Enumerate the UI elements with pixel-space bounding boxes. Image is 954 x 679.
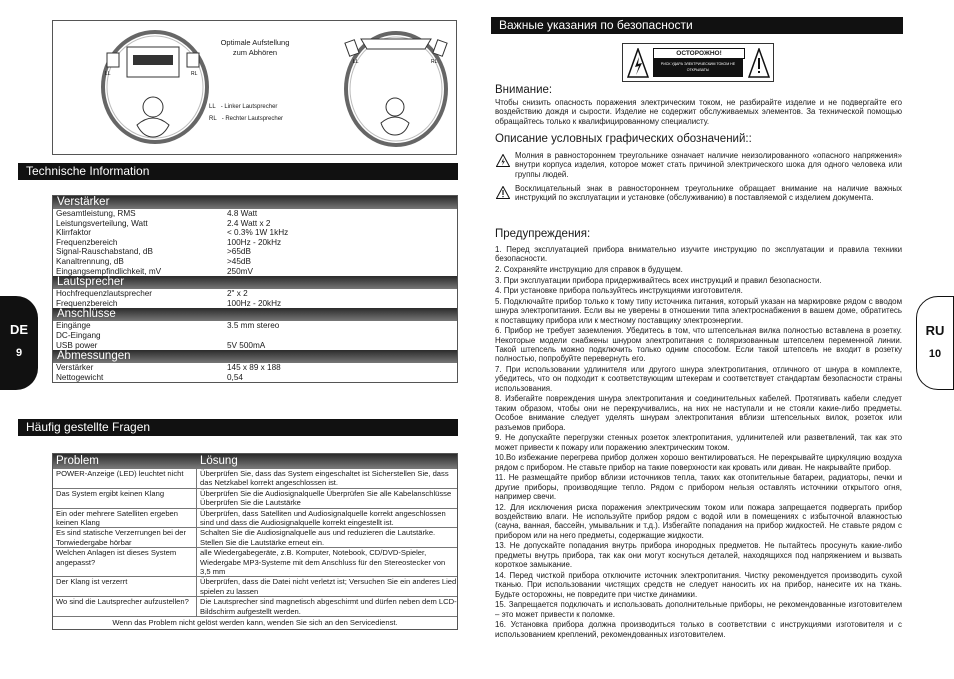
faq-solution: Überprüfen, dass die Datei nicht verletzt ist; Versuchen Sie ein anderes Lied spielen zu lassen bbox=[200, 577, 457, 596]
spec-key: USB power bbox=[56, 340, 98, 350]
symbols-heading: Описание условных графических обозначений:: bbox=[495, 133, 752, 145]
placement-caption bbox=[205, 38, 305, 58]
placement-illustration-left bbox=[93, 25, 213, 150]
faq-header-solution: Lösung bbox=[200, 455, 238, 467]
warnings-list bbox=[495, 245, 902, 640]
faq-row bbox=[53, 596, 457, 616]
faq-problem: Das System ergibt keinen Klang bbox=[53, 489, 197, 508]
diagram-rl-label: RL bbox=[191, 71, 198, 77]
spec-value: 4.8 Watt bbox=[227, 209, 258, 218]
spec-section-title: Anschlüsse bbox=[53, 308, 457, 321]
svg-text:RL: RL bbox=[431, 59, 438, 65]
spec-table bbox=[52, 195, 458, 383]
symbol-exclamation-text: Восклицательный знак в равностороннем треугольнике обращает внимание на наличие важных инструкций по эксплуатации и установке (обслуживанию) в поставляемой с изделием документа. bbox=[515, 184, 902, 203]
lightning-triangle-icon bbox=[496, 154, 510, 167]
warning-item: 15. Запрещается подключать и использовать дополнительные приборы, не рекомендованные изготовителем – это может привести к поломке. bbox=[495, 600, 902, 619]
tab-lang-ru: RU bbox=[925, 323, 945, 338]
spec-row bbox=[53, 299, 457, 309]
caption-line-2: zum Abhören bbox=[232, 48, 278, 57]
caution-label-box bbox=[622, 43, 774, 82]
spec-key: Gesamtleistung, RMS bbox=[56, 209, 136, 218]
svg-text:LL: LL bbox=[353, 59, 359, 65]
spec-key: Kanaltrennung, dB bbox=[56, 256, 124, 266]
warning-item: 4. При установке прибора пользуйтесь инструкциями изготовителя. bbox=[495, 286, 743, 296]
warning-item: 3. При эксплуатации прибора придерживайтесь всех инструкций и правил безопасности. bbox=[495, 275, 822, 285]
warning-item: 9. Не допускайте перегрузки стенных розеток электропитания, удлинителей или разветвлений, так как это может привести к пожару или поражению электрическим током. bbox=[495, 433, 902, 452]
tab-page-9: 9 bbox=[15, 347, 23, 359]
faq-row bbox=[53, 508, 457, 528]
spec-row bbox=[53, 363, 457, 373]
spec-row bbox=[53, 321, 457, 331]
warning-item: 8. Избегайте повреждения шнура электропитания и соединительных кабелей. Протягивать кабели следует таким образом, чтобы они не перекручивались, на них не наступали и не стояли какие-либо предметы. Особое внимание следует уделять шнурам электропитания вблизи штепсельных вилок, розеток или разъемов прибора. bbox=[495, 394, 902, 432]
faq-problem: Welchen Anlagen ist dieses System angepasst? bbox=[53, 548, 197, 576]
warning-item: 13. Не допускайте попадания внутрь прибора инородных предметов. Не пытайтесь просунуть какие-либо предметы внутрь прибора, так как они могут коснуться деталей, находящихся под напряжением и вызвать короткое замыкание. bbox=[495, 541, 902, 570]
warning-item: 1. Перед эксплуатацией прибора внимательно изучите инструкцию по эксплуатации и правила техники безопасности. bbox=[495, 245, 902, 264]
spec-row bbox=[53, 341, 457, 351]
spec-value: 0,54 bbox=[227, 372, 243, 382]
spec-row bbox=[53, 289, 457, 299]
warning-item: 14. Перед чисткой прибора отключите источник электропитания. Чистку рекомендуется производить сухой тканью. При использовании чистящих средств не следует наносить их на прибор, нанесите их на ткань. Будьте осторожны, не повредите при чистке динамики. bbox=[495, 570, 902, 599]
warning-item: 16. Установка прибора должна производиться только в соответствии с инструкциями изготовителя и с использованием креплений, рекомендованных изготовителем. bbox=[495, 620, 902, 639]
spec-key: Frequenzbereich bbox=[56, 237, 118, 247]
faq-problem: Wo sind die Lautsprecher aufzustellen? bbox=[53, 597, 197, 616]
faq-solution: Überprüfen Sie die Audiosignalquelle Überprüfen Sie alle Kabelanschlüsse Überprüfen Sie die Lautstärke bbox=[200, 488, 452, 508]
spec-key: DC-Eingang bbox=[56, 330, 101, 340]
spec-key: Leistungsverteilung, Watt bbox=[56, 218, 148, 228]
legend-code-rl: RL bbox=[209, 116, 217, 122]
warning-item: 2. Сохраняйте инструкцию для справок в будущем. bbox=[495, 265, 683, 274]
faq-solution: Überprüfen, dass Satelliten und Audiosignalquelle korrekt angeschlossen sind und dass die Audiosignalquelle korrekt eingestellt ist. bbox=[200, 508, 446, 528]
warning-item: 11. Не размещайте прибор вблизи источников тепла, таких как отопительные батареи, радиаторы, печки и другие приборы, производящие тепло. Рядом с прибором нельзя оставлять источники открытого огня, например свечи. bbox=[495, 473, 902, 502]
spec-key: Nettogewicht bbox=[56, 372, 104, 382]
spec-value: 250mV bbox=[227, 266, 253, 276]
spec-value: 5V 500mA bbox=[227, 340, 266, 350]
exclamation-triangle-icon bbox=[496, 186, 510, 199]
faq-solution: Schalten Sie die Audiosignalquelle aus und reduzieren die Lautstärke. Stellen Sie die Lautstärke erneut ein. bbox=[200, 528, 436, 547]
speaker-placement-diagram bbox=[52, 20, 457, 155]
spec-row bbox=[53, 257, 457, 267]
tab-page-10: 10 bbox=[928, 348, 942, 360]
spec-key: Verstärker bbox=[56, 363, 94, 373]
caption-line-1: Optimale Aufstellung bbox=[220, 38, 290, 47]
spec-value: 145 x 89 x 188 bbox=[227, 363, 281, 373]
faq-row bbox=[53, 547, 457, 576]
spec-row bbox=[53, 247, 457, 257]
tab-lang-de: DE bbox=[9, 322, 29, 337]
spec-value: 2" x 2 bbox=[227, 289, 248, 299]
spec-row bbox=[53, 219, 457, 229]
faq-row bbox=[53, 488, 457, 508]
faq-solution: Die Lautsprecher sind magnetisch abgeschirmt und dürfen neben dem LCD-Bildschirm aufgestellt werden. bbox=[200, 597, 457, 616]
symbol-lightning-text: Молния в равностороннем треугольнике означает наличие неизолированного «опасного напряжения» внутри корпуса изделия, которое может стать причиной электрического шока для одного человека или группы людей. bbox=[515, 151, 902, 179]
spec-key: Signal-Rauschabstand, dB bbox=[56, 247, 153, 257]
spec-row bbox=[53, 267, 457, 277]
placement-illustration-right bbox=[341, 25, 451, 150]
exclamation-warning-icon bbox=[748, 48, 770, 78]
spec-value: 3.5 mm stereo bbox=[227, 321, 280, 331]
faq-problem: Ein oder mehrere Satelliten ergeben keinen Klang bbox=[53, 509, 197, 528]
faq-header bbox=[53, 454, 457, 468]
spec-value: >65dB bbox=[227, 247, 251, 257]
spec-row bbox=[53, 373, 457, 383]
legend-code-ll: LL bbox=[209, 104, 216, 110]
faq-problem: POWER-Anzeige (LED) leuchtet nicht bbox=[53, 469, 197, 488]
faq-problem: Es sind statische Verzerrungen bei der Tonwiedergabe hörbar bbox=[53, 528, 197, 547]
warning-item: 7. При использовании удлинителя или другого шнура электропитания, отличного от шнура в комплекте, убедитесь, что он подходит к соответствующим штекерам и соответствует стандартам безопасности страны использования. bbox=[495, 365, 902, 393]
faq-solution: alle Wiedergabegeräte, z.B. Komputer, Notebook, CD/DVD-Spieler, Wiedergabe MP3-Systeme mit dem Anschluss für den Stereostecker von 3,5 mm bbox=[200, 548, 446, 577]
spec-key: Frequenzbereich bbox=[56, 298, 118, 308]
faq-row bbox=[53, 468, 457, 488]
spec-section-title: Lautsprecher bbox=[53, 276, 457, 289]
spec-key: Eingänge bbox=[56, 321, 91, 331]
page-tab-ru bbox=[916, 296, 954, 390]
speaker-legend bbox=[209, 101, 283, 125]
warning-item: 12. Для исключения риска поражения электрическим током или пожара запрещается подвергать прибор воздействию влаги. Не используйте прибор рядом с водой или в помещениях с избыточной влажностью (сауна, ванная, бассейн, умывальник и т.д.). Избегайте попадания на прибор жидкостей. Не ставьте рядом с прибором или на него предметы, содержащие жидкости. bbox=[495, 502, 902, 540]
spec-value: < 0.3% 1W 1kHz bbox=[227, 228, 289, 238]
warning-item: 5. Подключайте прибор только к тому типу источника питания, который указан на маркировке рядом с вводом шнура электропитания. Если вы не уверены в отношении типа электроснабжения в вашем доме, обратитесь к поставщику прибора или к местному поставщику электроэнергии. bbox=[495, 296, 902, 325]
attention-text: Чтобы снизить опасность поражения электрическим током, не разбирайте изделие и не подвергайте его воздействию дождя и сырости. Изделие не содержит обслуживаемых элементов. За технической помощью обращайтесь только к квалифицированному специалисту. bbox=[495, 98, 902, 126]
faq-header-problem: Problem bbox=[56, 455, 99, 467]
warning-item: 6. Прибор не требует заземления. Убедитесь в том, что штепсельная вилка полностью вставлена в розетку. Некоторые модели снабжены шнуром электропитания с поляризованным штепселем переменной линии. Такой штепсель можно подключить только одним способом. Если такой штепсель не входит в розетку полностью, попробуйте перевернуть его. bbox=[495, 326, 902, 364]
spec-key: Eingangsempfindlichkeit, mV bbox=[56, 266, 162, 276]
attention-heading: Внимание: bbox=[495, 84, 553, 96]
faq-solution: Überprüfen Sie, dass das System eingeschaltet ist Sicherstellen Sie, dass das Netzkabel korrekt angeschlossen ist. bbox=[200, 469, 449, 488]
spec-section-title: Verstärker bbox=[53, 196, 457, 209]
faq-row bbox=[53, 527, 457, 547]
faq-table bbox=[52, 453, 458, 630]
faq-problem: Der Klang ist verzerrt bbox=[53, 577, 197, 596]
spec-row bbox=[53, 209, 457, 219]
spec-value: 100Hz - 20kHz bbox=[227, 237, 282, 247]
faq-footer: Wenn das Problem nicht gelöst werden kann, wenden Sie sich an den Servicedienst. bbox=[53, 616, 457, 629]
tech-info-title: Technische Information bbox=[18, 163, 458, 180]
lightning-warning-icon bbox=[627, 48, 649, 78]
spec-value: >45dB bbox=[227, 256, 251, 266]
legend-text-ll: - Linker Lautsprecher bbox=[220, 104, 278, 110]
spec-section-title: Abmessungen bbox=[53, 350, 457, 363]
warning-item: 10.Во избежание перегрева прибор должен хорошо вентилироваться. Не перекрывайте циркуляцию воздуха рядом с прибором. Не ставьте прибор на такие поверхности как кровать или диван. Не накрывайте прибор. bbox=[495, 453, 902, 472]
warnings-heading: Предупреждения: bbox=[495, 228, 591, 240]
spec-value: 2.4 Watt x 2 bbox=[227, 218, 271, 228]
diagram-ll-label: LL bbox=[105, 71, 111, 77]
spec-key: Hochfrequenzlautsprecher bbox=[56, 289, 153, 299]
spec-value: 100Hz - 20kHz bbox=[227, 298, 282, 308]
spec-key: Klirrfaktor bbox=[56, 228, 92, 238]
spec-row bbox=[53, 238, 457, 248]
page-tab-de bbox=[0, 296, 38, 390]
legend-text-rl: - Rechter Lautsprecher bbox=[221, 116, 284, 122]
faq-title: Häufig gestellte Fragen bbox=[18, 419, 458, 436]
caution-subtext: РИСК УДАРА ЭЛЕКТРИЧЕСКИМ ТОКОМ НЕ ОТКРЫВАТЬ! bbox=[653, 59, 743, 77]
spec-row bbox=[53, 228, 457, 238]
faq-row bbox=[53, 576, 457, 596]
safety-title: Важные указания по безопасности bbox=[491, 17, 903, 34]
caution-text: ОСТОРОЖНО! bbox=[653, 48, 745, 59]
spec-row bbox=[53, 331, 457, 341]
